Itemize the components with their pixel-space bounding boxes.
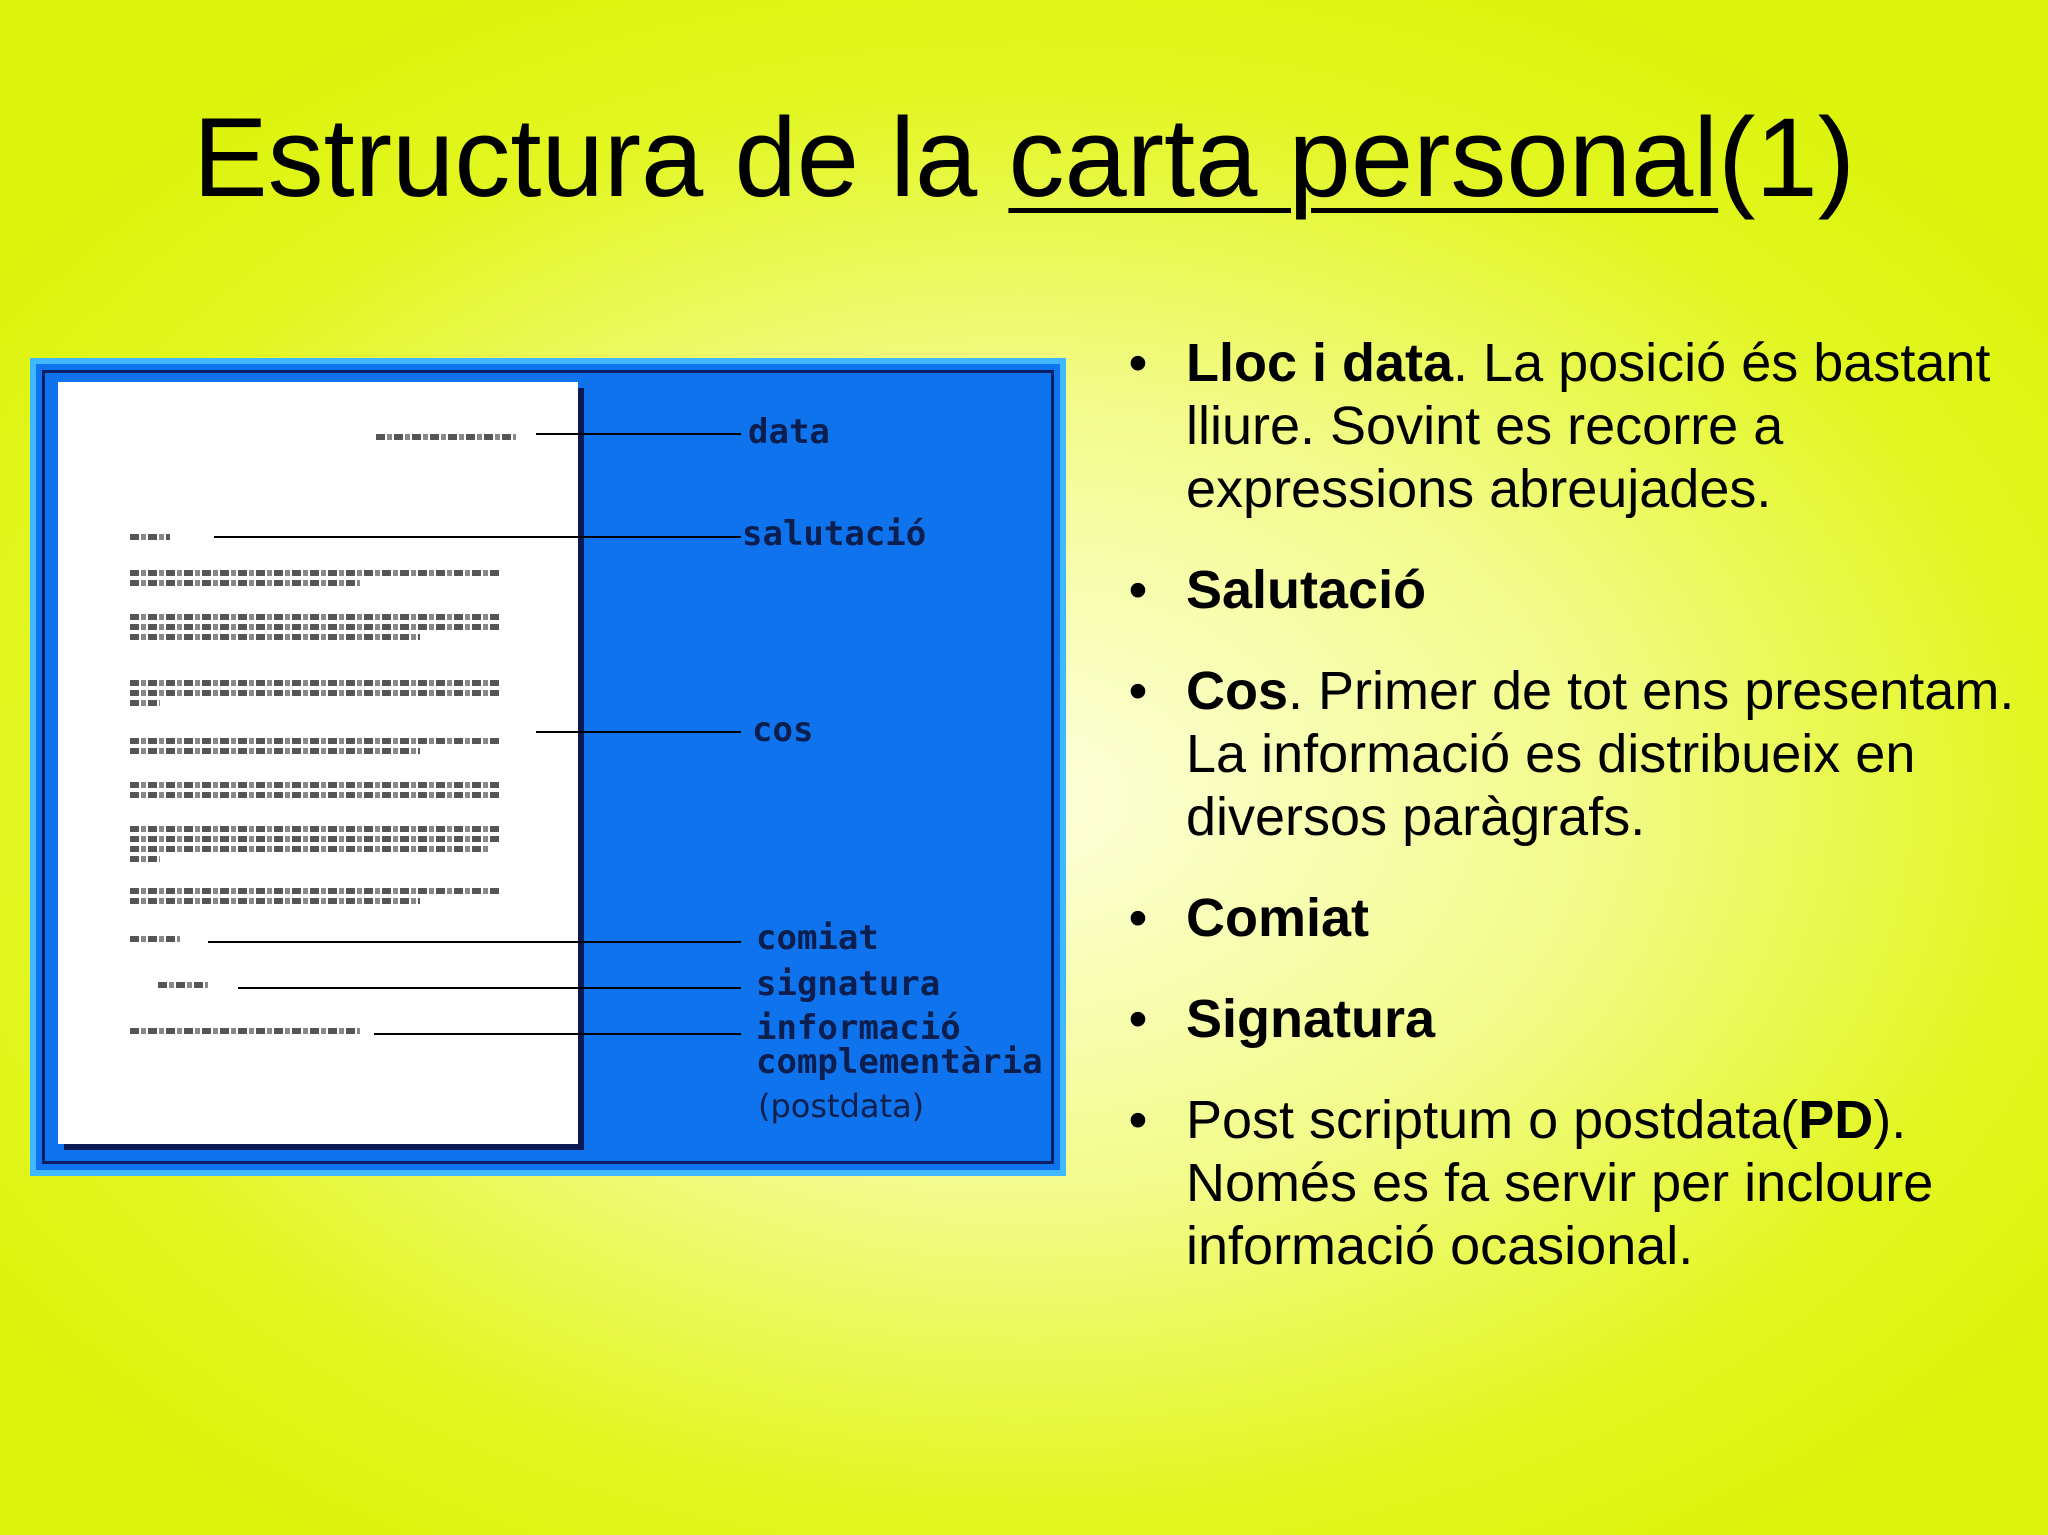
leader-line-signatura (238, 987, 741, 989)
leader-line-cos (536, 731, 741, 733)
bullet-marker: • (1128, 661, 1148, 721)
body-text-line (130, 738, 500, 744)
body-text-line (130, 570, 500, 576)
bullet-marker: • (1128, 1090, 1148, 1150)
body-text-line (130, 898, 420, 904)
body-text-line (130, 748, 420, 754)
leader-line-data (536, 433, 741, 435)
leader-line-comiat (208, 941, 741, 943)
postscript-text-line (130, 1028, 360, 1034)
bullet-term: Cos (1186, 661, 1289, 721)
title-link[interactable]: carta personal (1008, 95, 1719, 220)
bullet-cos (1118, 660, 2018, 849)
label-salutacio: salutació (742, 514, 927, 554)
leader-line-informacio (374, 1033, 741, 1035)
body-text-line (130, 846, 490, 852)
label-signatura: signatura (756, 964, 941, 1004)
body-text-line (130, 700, 160, 706)
bullet-term: Salutació (1186, 560, 1427, 620)
body-text-line (130, 680, 500, 686)
label-comiat: comiat (756, 918, 879, 958)
bullet-text: . La posició és bastant lliure. Sovint es recorre a expressions abreujades. (1186, 333, 1991, 519)
leader-line-salutacio (214, 536, 741, 538)
bullet-comiat (1118, 887, 2018, 950)
letter-page (58, 382, 578, 1144)
signature-text-line (158, 982, 208, 988)
bullet-text-pre: Post scriptum o postdata( (1186, 1090, 1799, 1150)
body-text-line (130, 690, 500, 696)
bullet-term: Signatura (1186, 989, 1436, 1049)
label-informacio: informació (756, 1008, 961, 1048)
label-cos: cos (752, 710, 814, 750)
bullet-text: ). Només es fa servir per incloure informació ocasional. (1186, 1090, 1934, 1276)
body-text-line (130, 782, 500, 788)
date-text-line (376, 434, 516, 440)
bullet-signatura (1118, 988, 2018, 1051)
label-data: data (748, 412, 830, 452)
salutation-text-line (130, 534, 170, 540)
bullet-marker: • (1128, 560, 1148, 620)
bullet-marker: • (1128, 989, 1148, 1049)
bullet-marker: • (1128, 888, 1148, 948)
bullet-lloc-i-data (1118, 332, 2018, 521)
body-text-line (130, 792, 500, 798)
body-text-line (130, 624, 500, 630)
body-text-line (130, 888, 500, 894)
bullet-term: PD (1798, 1090, 1874, 1150)
title-suffix: (1) (1718, 95, 1856, 220)
slide-title (0, 88, 2048, 228)
bullet-postdata (1118, 1089, 2018, 1278)
body-text-line (130, 836, 500, 842)
body-text-line (130, 826, 500, 832)
bullet-term: Comiat (1186, 888, 1370, 948)
body-text-line (130, 614, 500, 620)
body-text-line (130, 856, 160, 862)
label-complementaria: complementària (756, 1042, 1043, 1082)
body-text-line (130, 634, 420, 640)
structure-bullet-list (1118, 332, 2018, 1316)
bullet-salutacio (1118, 559, 2018, 622)
letter-structure-diagram (30, 358, 1066, 1176)
bullet-term: Lloc i data (1186, 333, 1454, 393)
body-text-line (130, 580, 360, 586)
label-postdata: (postdata) (758, 1087, 925, 1125)
bullet-text: . Primer de tot ens presentam. La informació es distribueix en diversos paràgrafs. (1186, 661, 2015, 847)
closing-text-line (130, 936, 180, 942)
title-prefix: Estructura de la (192, 95, 1009, 220)
bullet-marker: • (1128, 333, 1148, 393)
